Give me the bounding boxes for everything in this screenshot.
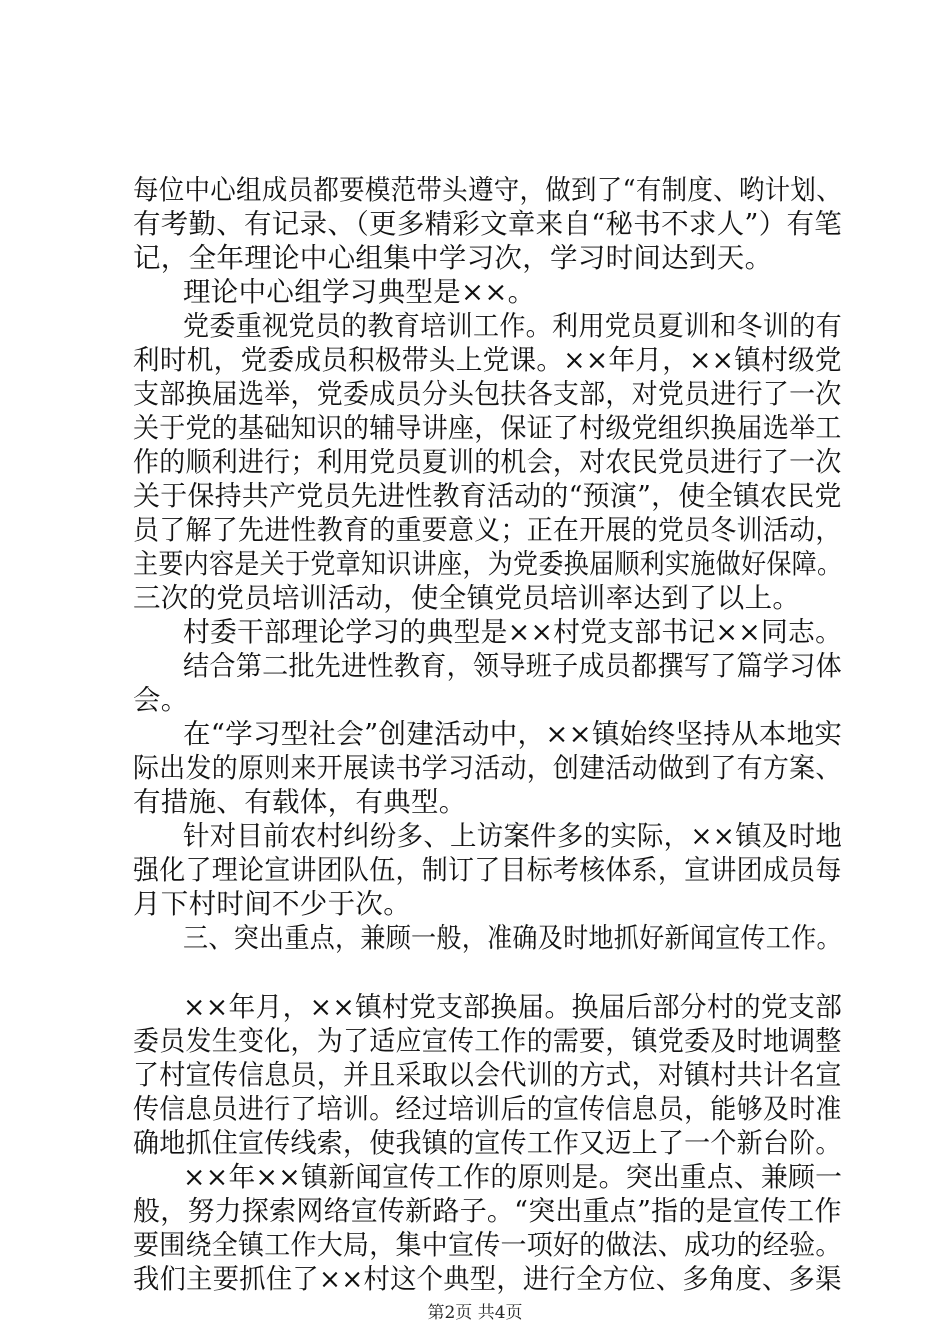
body-text-line: 结合第二批先进性教育，领导班子成员都撰写了篇学习体	[183, 650, 842, 682]
body-text-line: 传信息员进行了培训。经过培训后的宣传信息员，能够及时准	[133, 1093, 842, 1125]
body-text-line: 记，全年理论中心组集中学习次，学习时间达到天。	[133, 242, 773, 274]
body-text-line: 要围绕全镇工作大局，集中宣传一项好的做法、成功的经验。	[133, 1229, 842, 1261]
body-text-line: 际出发的原则来开展读书学习活动，创建活动做到了有方案、	[133, 752, 842, 784]
body-text-line: 委员发生变化，为了适应宣传工作的需要，镇党委及时地调整	[133, 1025, 842, 1057]
body-text-line: 有措施、有载体，有典型。	[133, 786, 467, 818]
body-text-line: ××年××镇新闻宣传工作的原则是。突出重点、兼顾一	[183, 1161, 843, 1193]
body-text-line: 强化了理论宣讲团队伍，制订了目标考核体系，宣讲团成员每	[133, 854, 842, 886]
body-text-line: 确地抓住宣传线索，使我镇的宣传工作又迈上了一个新台阶。	[133, 1127, 842, 1159]
body-text-line: 党委重视党员的教育培训工作。利用党员夏训和冬训的有	[183, 310, 842, 342]
body-text-line: 支部换届选举，党委成员分头包扶各支部，对党员进行了一次	[133, 378, 842, 410]
body-text-line: 关于保持共产党员先进性教育活动的“预演”，使全镇农民党	[133, 480, 842, 512]
body-text-line: ××年月，××镇村党支部换届。换届后部分村的党支部	[183, 991, 843, 1023]
body-text-line: 我们主要抓住了××村这个典型，进行全方位、多角度、多渠	[133, 1263, 842, 1295]
body-text-line: 村委干部理论学习的典型是××村党支部书记××同志。	[183, 616, 843, 648]
body-text-line: 月下村时间不少于次。	[133, 888, 411, 920]
body-text-line: 了村宣传信息员，并且采取以会代训的方式，对镇村共计名宣	[133, 1059, 842, 1091]
section-heading: 三、突出重点，兼顾一般，准确及时地抓好新闻宣传工作。	[183, 922, 842, 954]
body-text-line: 会。	[133, 684, 189, 716]
body-text-line: 在“学习型社会”创建活动中，××镇始终坚持从本地实	[183, 718, 843, 750]
body-text-line: 关于党的基础知识的辅导讲座，保证了村级党组织换届选举工	[133, 412, 842, 444]
body-text-line: 利时机，党委成员积极带头上党课。××年月，××镇村级党	[133, 344, 842, 376]
body-text-line: 主要内容是关于党章知识讲座，为党委换届顺利实施做好保障。	[133, 548, 843, 580]
body-text-line: 员了解了先进性教育的重要意义；正在开展的党员冬训活动，	[133, 514, 842, 546]
body-text-line: 理论中心组学习典型是××。	[183, 276, 536, 308]
body-text-line: 作的顺利进行；利用党员夏训的机会，对农民党员进行了一次	[133, 446, 842, 478]
body-text-line: 每位中心组成员都要模范带头遵守，做到了“有制度、哟计划、	[133, 174, 842, 206]
body-text-line: 针对目前农村纠纷多、上访案件多的实际，××镇及时地	[183, 820, 843, 852]
body-text-line: 有考勤、有记录、（更多精彩文章来自“秘书不求人”）有笔	[133, 208, 842, 240]
body-text-line: 般，努力探索网络宣传新路子。“突出重点”指的是宣传工作	[133, 1195, 842, 1227]
body-text-line: 三次的党员培训活动，使全镇党员培训率达到了以上。	[133, 582, 801, 614]
page-number-footer: 第2页 共4页	[427, 1303, 523, 1323]
